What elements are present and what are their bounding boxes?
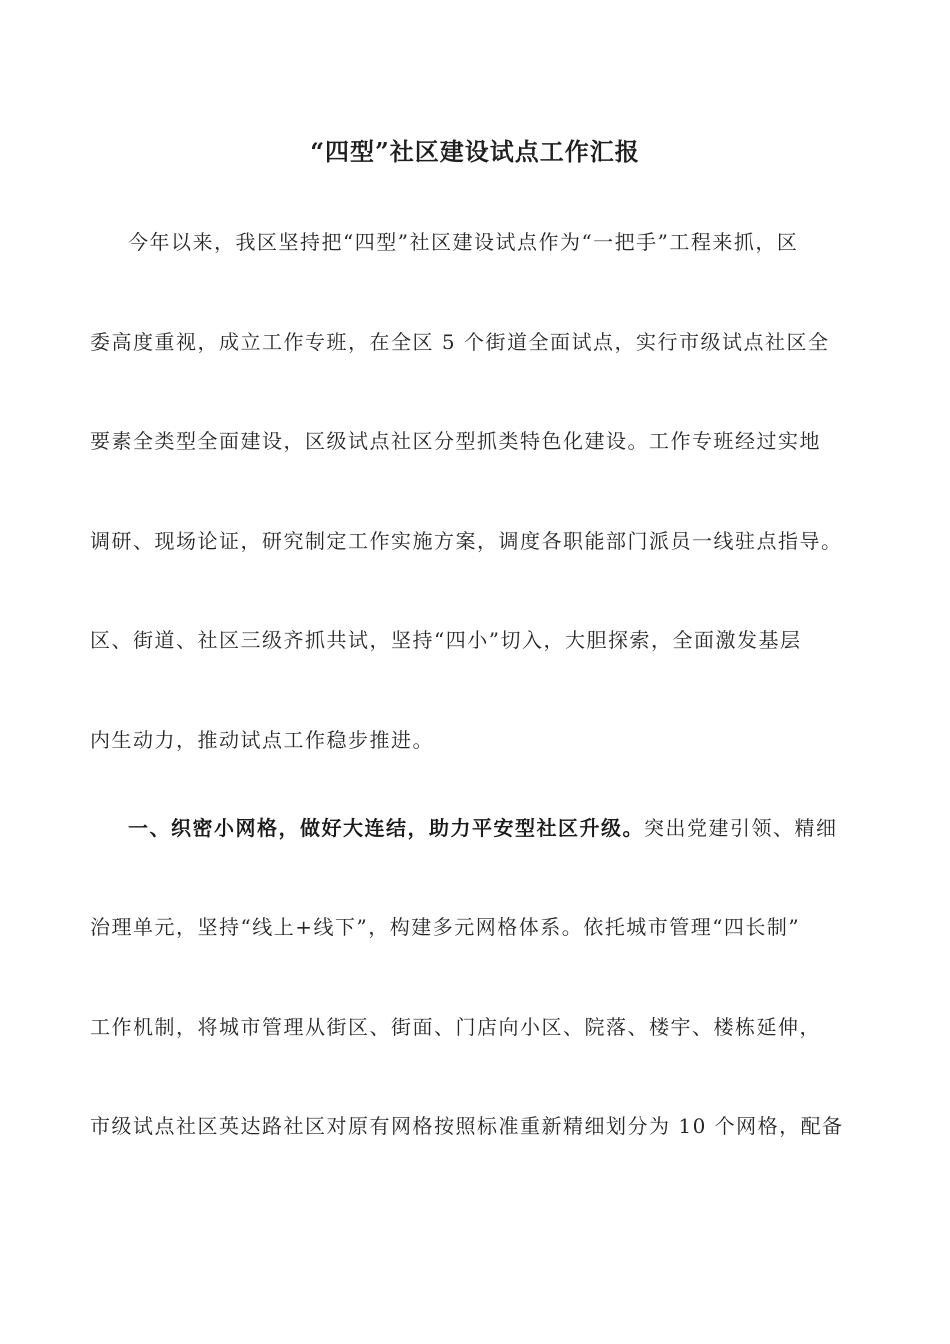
paragraph-1-line-4: 调研、现场论证，研究制定工作实施方案，调度各职能部门派员一线驻点指导。 xyxy=(90,529,843,553)
paragraph-1-line-5: 区、街道、社区三级齐抓共试，坚持“四小”切入，大胆探索，全面激发基层 xyxy=(90,628,802,652)
document-title: “四型”社区建设试点工作汇报 xyxy=(310,137,640,166)
paragraph-2-line-1-rest: 突出党建引领、精细 xyxy=(644,816,838,840)
paragraph-1-line-3: 要素全类型全面建设，区级试点社区分型抓类特色化建设。工作专班经过实地 xyxy=(90,429,821,453)
paragraph-2-line-3: 工作机制，将城市管理从街区、街面、门店向小区、院落、楼宇、楼栋延伸， xyxy=(90,1015,821,1039)
paragraph-1-line-1: 今年以来，我区坚持把“四型”社区建设试点作为“一把手”工程来抓，区 xyxy=(128,230,799,254)
paragraph-2-line-4: 市级试点社区英达路社区对原有网格按照标准重新精细划分为 10 个网格，配备 xyxy=(90,1114,844,1138)
paragraph-2-line-2: 治理单元，坚持“线上+线下”，构建多元网格体系。依托城市管理“四长制” xyxy=(90,915,801,939)
paragraph-2-line-1 xyxy=(128,810,870,846)
paragraph-1-line-6: 内生动力，推动试点工作稳步推进。 xyxy=(90,728,434,752)
section-heading: 一、织密小网格，做好大连结，助力平安型社区升级。 xyxy=(128,816,644,840)
paragraph-1-line-2: 委高度重视，成立工作专班，在全区 5 个街道全面试点，实行市级试点社区全 xyxy=(90,330,830,354)
